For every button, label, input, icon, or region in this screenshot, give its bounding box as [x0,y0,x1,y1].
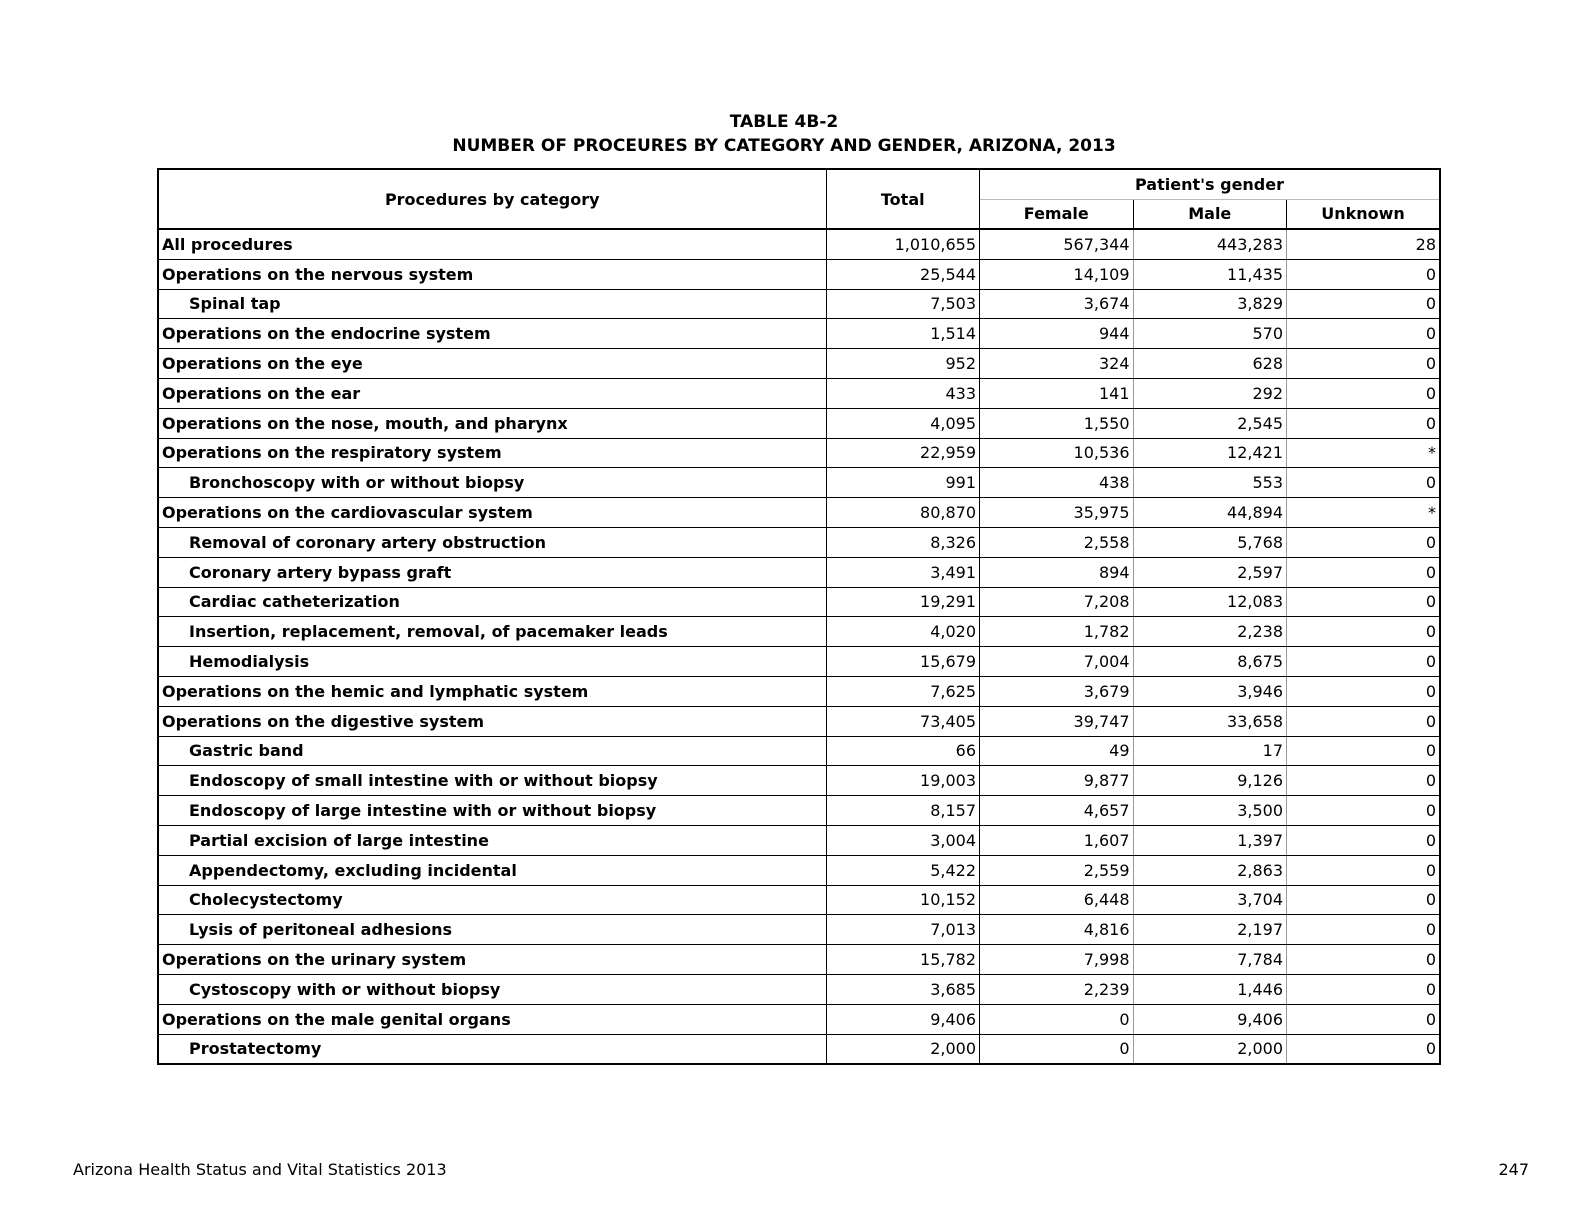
table-row [158,229,1440,259]
table-row [158,1034,1440,1064]
cell-male: 7,784 [1133,945,1287,975]
cell-total: 433 [826,378,980,408]
cell-unknown: 0 [1287,259,1441,289]
cell-female: 39,747 [980,706,1134,736]
cell-unknown: 0 [1287,945,1441,975]
cell-male: 292 [1133,378,1287,408]
cell-female: 0 [980,1004,1134,1034]
cell-total: 15,782 [826,945,980,975]
table-row [158,438,1440,468]
cell-unknown: 0 [1287,855,1441,885]
cell-total: 1,514 [826,319,980,349]
table-row [158,468,1440,498]
footer-publication: Arizona Health Status and Vital Statistics 2013 [73,1160,447,1179]
row-label: Removal of coronary artery obstruction [158,527,826,557]
cell-unknown: 0 [1287,378,1441,408]
row-label: Operations on the nervous system [158,259,826,289]
table-row [158,974,1440,1004]
cell-total: 80,870 [826,498,980,528]
row-label: Spinal tap [158,289,826,319]
row-label: Cholecystectomy [158,885,826,915]
row-label: Coronary artery bypass graft [158,557,826,587]
row-label: Partial excision of large intestine [158,825,826,855]
cell-total: 10,152 [826,885,980,915]
row-label: Operations on the hemic and lymphatic system [158,676,826,706]
table-row [158,289,1440,319]
cell-female: 2,559 [980,855,1134,885]
cell-male: 553 [1133,468,1287,498]
row-label: Operations on the endocrine system [158,319,826,349]
cell-unknown: 0 [1287,974,1441,1004]
row-label: Insertion, replacement, removal, of pacemaker leads [158,617,826,647]
table-row [158,676,1440,706]
cell-female: 324 [980,349,1134,379]
cell-total: 3,004 [826,825,980,855]
row-label: All procedures [158,229,826,259]
table-body [158,229,1440,1064]
cell-female: 567,344 [980,229,1134,259]
cell-total: 9,406 [826,1004,980,1034]
cell-male: 5,768 [1133,527,1287,557]
cell-male: 2,238 [1133,617,1287,647]
table-row [158,706,1440,736]
cell-female: 894 [980,557,1134,587]
row-label: Bronchoscopy with or without biopsy [158,468,826,498]
cell-unknown: 0 [1287,527,1441,557]
cell-total: 4,020 [826,617,980,647]
cell-male: 3,500 [1133,796,1287,826]
cell-total: 73,405 [826,706,980,736]
footer-page-number: 247 [1498,1160,1529,1179]
cell-male: 443,283 [1133,229,1287,259]
cell-total: 952 [826,349,980,379]
row-label: Prostatectomy [158,1034,826,1064]
row-label: Appendectomy, excluding incidental [158,855,826,885]
table-row [158,1004,1440,1034]
cell-unknown: 0 [1287,289,1441,319]
cell-total: 8,157 [826,796,980,826]
cell-unknown: 0 [1287,349,1441,379]
table-row [158,498,1440,528]
cell-female: 10,536 [980,438,1134,468]
table-title: NUMBER OF PROCEURES BY CATEGORY AND GENDER, ARIZONA, 2013 [452,136,1116,156]
cell-unknown: 0 [1287,736,1441,766]
row-label: Lysis of peritoneal adhesions [158,915,826,945]
table-row [158,557,1440,587]
cell-female: 0 [980,1034,1134,1064]
cell-unknown: 28 [1287,229,1441,259]
row-label: Operations on the nose, mouth, and pharynx [158,408,826,438]
row-label: Operations on the cardiovascular system [158,498,826,528]
cell-female: 7,004 [980,647,1134,677]
row-label: Operations on the eye [158,349,826,379]
cell-male: 12,083 [1133,587,1287,617]
cell-female: 4,657 [980,796,1134,826]
cell-female: 1,607 [980,825,1134,855]
cell-unknown: 0 [1287,825,1441,855]
table-row [158,855,1440,885]
cell-unknown: 0 [1287,706,1441,736]
table-number: TABLE 4B-2 [729,112,839,132]
cell-total: 19,003 [826,766,980,796]
cell-male: 628 [1133,349,1287,379]
cell-female: 9,877 [980,766,1134,796]
row-label: Operations on the male genital organs [158,1004,826,1034]
cell-unknown: * [1287,438,1441,468]
header-category: Procedures by category [158,169,826,229]
table-row [158,617,1440,647]
cell-total: 7,625 [826,676,980,706]
cell-total: 15,679 [826,647,980,677]
cell-total: 2,000 [826,1034,980,1064]
table-row [158,527,1440,557]
cell-male: 3,704 [1133,885,1287,915]
cell-male: 44,894 [1133,498,1287,528]
table-row [158,319,1440,349]
header-patient-gender: Patient's gender [980,169,1441,199]
cell-male: 2,000 [1133,1034,1287,1064]
cell-unknown: 0 [1287,766,1441,796]
cell-unknown: 0 [1287,676,1441,706]
procedures-table [157,168,1441,1065]
cell-total: 8,326 [826,527,980,557]
cell-total: 7,503 [826,289,980,319]
row-label: Operations on the ear [158,378,826,408]
table-row [158,945,1440,975]
row-label: Hemodialysis [158,647,826,677]
cell-female: 49 [980,736,1134,766]
cell-unknown: 0 [1287,468,1441,498]
cell-total: 4,095 [826,408,980,438]
cell-female: 944 [980,319,1134,349]
cell-unknown: 0 [1287,408,1441,438]
cell-female: 4,816 [980,915,1134,945]
table-row [158,736,1440,766]
cell-male: 570 [1133,319,1287,349]
row-label: Operations on the digestive system [158,706,826,736]
row-label: Cardiac catheterization [158,587,826,617]
cell-male: 11,435 [1133,259,1287,289]
table-title-block [0,110,1568,158]
header-male: Male [1133,199,1287,229]
cell-male: 3,946 [1133,676,1287,706]
cell-male: 2,863 [1133,855,1287,885]
cell-male: 1,397 [1133,825,1287,855]
cell-unknown: * [1287,498,1441,528]
table-row [158,647,1440,677]
row-label: Endoscopy of large intestine with or without biopsy [158,796,826,826]
cell-male: 12,421 [1133,438,1287,468]
cell-total: 66 [826,736,980,766]
cell-male: 2,545 [1133,408,1287,438]
header-unknown: Unknown [1287,199,1441,229]
cell-unknown: 0 [1287,1004,1441,1034]
cell-female: 1,550 [980,408,1134,438]
cell-male: 8,675 [1133,647,1287,677]
header-total: Total [826,169,980,229]
cell-total: 25,544 [826,259,980,289]
cell-male: 3,829 [1133,289,1287,319]
table-row [158,378,1440,408]
header-female: Female [980,199,1134,229]
table-row [158,408,1440,438]
table-row [158,915,1440,945]
table-row [158,766,1440,796]
cell-male: 33,658 [1133,706,1287,736]
cell-total: 3,491 [826,557,980,587]
table-row [158,259,1440,289]
row-label: Operations on the respiratory system [158,438,826,468]
cell-female: 35,975 [980,498,1134,528]
cell-male: 17 [1133,736,1287,766]
cell-unknown: 0 [1287,885,1441,915]
row-label: Gastric band [158,736,826,766]
cell-total: 7,013 [826,915,980,945]
table-row [158,587,1440,617]
table-row [158,825,1440,855]
table-row [158,796,1440,826]
table-row [158,349,1440,379]
cell-female: 7,208 [980,587,1134,617]
cell-male: 1,446 [1133,974,1287,1004]
cell-unknown: 0 [1287,557,1441,587]
cell-total: 19,291 [826,587,980,617]
cell-total: 1,010,655 [826,229,980,259]
cell-female: 2,558 [980,527,1134,557]
cell-unknown: 0 [1287,647,1441,677]
cell-female: 7,998 [980,945,1134,975]
cell-male: 2,197 [1133,915,1287,945]
cell-female: 6,448 [980,885,1134,915]
cell-female: 3,674 [980,289,1134,319]
cell-female: 438 [980,468,1134,498]
cell-total: 991 [826,468,980,498]
row-label: Operations on the urinary system [158,945,826,975]
cell-unknown: 0 [1287,617,1441,647]
cell-male: 9,406 [1133,1004,1287,1034]
row-label: Cystoscopy with or without biopsy [158,974,826,1004]
cell-unknown: 0 [1287,915,1441,945]
table-row [158,885,1440,915]
cell-female: 14,109 [980,259,1134,289]
cell-unknown: 0 [1287,319,1441,349]
cell-female: 1,782 [980,617,1134,647]
cell-female: 141 [980,378,1134,408]
cell-total: 22,959 [826,438,980,468]
cell-unknown: 0 [1287,1034,1441,1064]
cell-female: 3,679 [980,676,1134,706]
row-label: Endoscopy of small intestine with or without biopsy [158,766,826,796]
cell-total: 5,422 [826,855,980,885]
cell-female: 2,239 [980,974,1134,1004]
cell-total: 3,685 [826,974,980,1004]
cell-male: 2,597 [1133,557,1287,587]
cell-unknown: 0 [1287,796,1441,826]
cell-unknown: 0 [1287,587,1441,617]
cell-male: 9,126 [1133,766,1287,796]
